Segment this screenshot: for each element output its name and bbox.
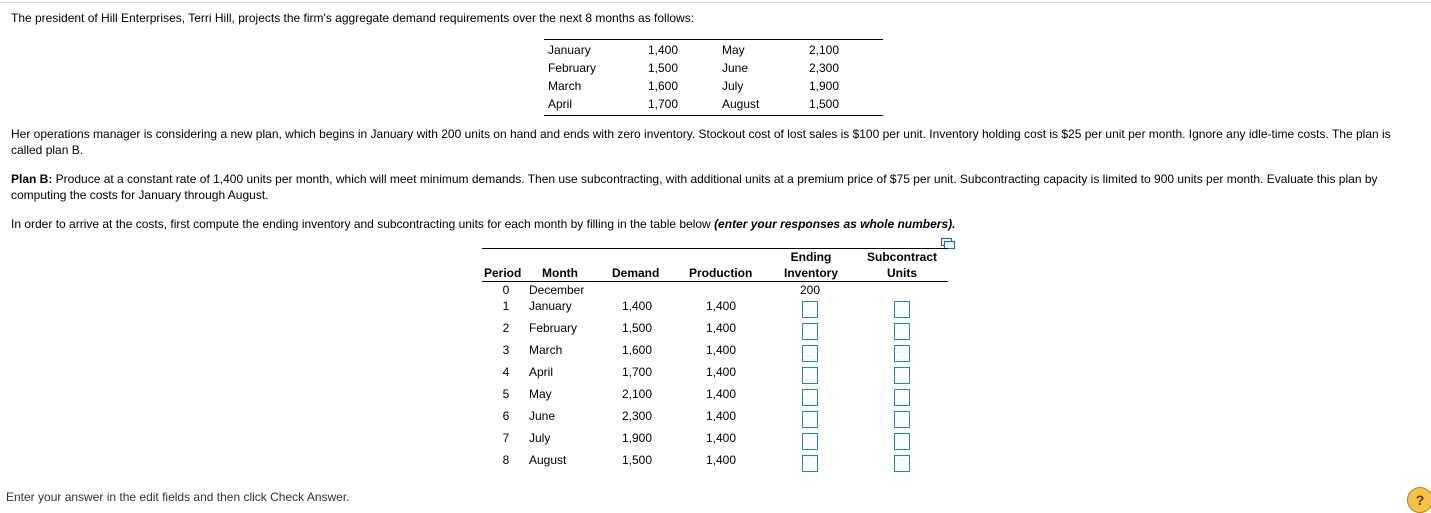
- month-label: March: [548, 79, 582, 93]
- production-cell: 1,400: [706, 387, 737, 401]
- plan-description: Her operations manager is considering a new plan, which begins in January with 200 units on hand and ends with zero inventory. Stockout cost of lost sales is $100 per unit. Inventory holding cost is $25 per unit per month. Ignore any idle-time costs. The plan is called plan B.: [11, 127, 1391, 157]
- period-cell: 1: [502, 299, 510, 313]
- period-cell: 4: [502, 365, 510, 379]
- month-label: June: [722, 61, 749, 75]
- intro-text: The president of Hill Enterprises, Terri Hill, projects the firm's aggregate demand requirements over the next 8 months as follows:: [11, 11, 695, 25]
- table-row: [482, 429, 948, 447]
- month-label: February: [548, 61, 597, 75]
- ending-inventory-input-aug[interactable]: [802, 455, 818, 472]
- top-divider: [0, 2, 1431, 3]
- ending-inventory-input-jul[interactable]: [802, 433, 818, 450]
- demand-cell: 1,400: [622, 299, 653, 313]
- subcontract-units-input-aug[interactable]: [894, 455, 910, 472]
- plan-b-description: [11, 171, 1411, 203]
- period-cell: 5: [502, 387, 510, 401]
- ending-inventory-input-jun[interactable]: [802, 411, 818, 428]
- demand-cell: 1,700: [622, 365, 653, 379]
- header-subcontract-line2: Units: [887, 266, 917, 280]
- subcontract-units-input-mar[interactable]: [894, 345, 910, 362]
- subcontract-units-input-feb[interactable]: [894, 323, 910, 340]
- month-cell: March: [529, 343, 563, 357]
- header-ending-line2: Inventory: [783, 266, 838, 280]
- ending-inventory-input-jan[interactable]: [802, 301, 818, 318]
- demand-row: [544, 77, 883, 95]
- ending-inventory-input-feb[interactable]: [802, 323, 818, 340]
- production-cell: 1,400: [706, 299, 737, 313]
- instructions: [11, 216, 1411, 232]
- ending-inventory-input-may[interactable]: [802, 389, 818, 406]
- header-demand: Demand: [612, 266, 660, 280]
- month-cell: August: [529, 453, 567, 467]
- production-cell: 1,400: [706, 431, 737, 445]
- demand-cell: 1,500: [622, 453, 653, 467]
- demand-cell: 2,100: [622, 387, 653, 401]
- period-cell: 7: [502, 431, 510, 445]
- header-subcontract-line1: Subcontract: [866, 250, 937, 264]
- period-cell: 2: [502, 321, 510, 335]
- table-row: [482, 297, 948, 315]
- month-cell: April: [529, 365, 554, 379]
- production-cell: 1,400: [706, 365, 737, 379]
- header-ending-line1: Ending: [790, 250, 832, 264]
- demand-summary-table: [544, 39, 883, 116]
- month-cell: July: [529, 431, 551, 445]
- period-cell: 6: [502, 409, 510, 423]
- ending-inventory-input-apr[interactable]: [802, 367, 818, 384]
- inventory-cell: 200: [800, 283, 821, 297]
- subcontract-units-input-jul[interactable]: [894, 433, 910, 450]
- demand-row: [544, 41, 883, 59]
- production-cell: 1,400: [706, 343, 737, 357]
- footer-hint: Enter your answer in the edit fields and then click Check Answer.: [6, 490, 350, 504]
- month-cell: February: [529, 321, 578, 335]
- header-subcontract-units: [862, 249, 942, 281]
- subcontract-units-input-may[interactable]: [894, 389, 910, 406]
- month-label: July: [722, 79, 744, 93]
- subcontract-units-input-jan[interactable]: [894, 301, 910, 318]
- demand-cell: 1,500: [622, 321, 653, 335]
- month-label: May: [722, 43, 745, 57]
- demand-cell: 2,300: [622, 409, 653, 423]
- demand-value: 2,300: [809, 61, 840, 75]
- production-cell: 1,400: [706, 453, 737, 467]
- month-cell: June: [529, 409, 556, 423]
- demand-row: [544, 95, 883, 113]
- demand-value: 1,500: [809, 97, 840, 111]
- month-label: April: [548, 97, 573, 111]
- month-cell: December: [529, 283, 585, 297]
- demand-cell: 1,900: [622, 431, 653, 445]
- ending-inventory-input-mar[interactable]: [802, 345, 818, 362]
- table-row: [482, 363, 948, 381]
- demand-cell: 1,600: [622, 343, 653, 357]
- period-cell: 0: [502, 283, 510, 297]
- month-cell: January: [529, 299, 572, 313]
- header-production: Production: [689, 266, 753, 280]
- plan-b-text: Produce at a constant rate of 1,400 units per month, which will meet minimum demands. Then use subcontracting, with additional units at a premium price of $75 per unit. Subcontracting capacity is limited to 900 units per month. Evaluate this plan by computing the costs for January through August.: [11, 172, 1378, 202]
- demand-value: 1,400: [648, 43, 679, 57]
- month-label: January: [548, 43, 591, 57]
- table-row: [482, 385, 948, 403]
- header-month: Month: [542, 266, 578, 280]
- table-row: [482, 319, 948, 337]
- header-ending-inventory: [782, 249, 840, 281]
- table-row: [482, 407, 948, 425]
- period-cell: 3: [502, 343, 510, 357]
- instructions-text: In order to arrive at the costs, first compute the ending inventory and subcontracting units for each month by filling in the table below: [11, 217, 715, 231]
- period-cell: 8: [502, 453, 510, 467]
- subcontract-units-input-apr[interactable]: [894, 367, 910, 384]
- production-cell: 1,400: [706, 409, 737, 423]
- demand-value: 1,600: [648, 79, 679, 93]
- header-period: Period: [484, 266, 522, 280]
- month-label: August: [722, 97, 760, 111]
- table-row: [482, 451, 948, 469]
- month-cell: May: [529, 387, 552, 401]
- demand-value: 1,900: [809, 79, 840, 93]
- instructions-note: (enter your responses as whole numbers).: [714, 217, 956, 231]
- plan-b-label: Plan B:: [11, 172, 53, 186]
- production-cell: 1,400: [706, 321, 737, 335]
- demand-value: 1,700: [648, 97, 679, 111]
- demand-value: 2,100: [809, 43, 840, 57]
- subcontract-units-input-jun[interactable]: [894, 411, 910, 428]
- help-icon[interactable]: ?: [1407, 487, 1431, 513]
- demand-value: 1,500: [648, 61, 679, 75]
- demand-row: [544, 59, 883, 77]
- table-row: [482, 341, 948, 359]
